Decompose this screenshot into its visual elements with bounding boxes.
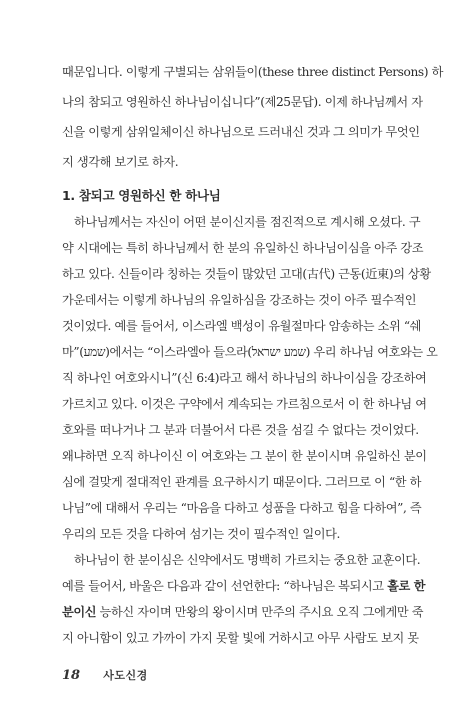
text-line: 가운데서는 이렇게 하나님의 유일하심을 강조하는 것이 아주 필수적인	[62, 293, 417, 307]
text-line: 심에 걸맞게 절대적인 관계를 요구하시기 때문이다. 그러므로 이 “한 하	[62, 475, 422, 489]
text-line: 나의 참되고 영원하신 하나님이십니다”(제25문답). 이제 하나님께서 자	[62, 95, 423, 109]
text-line: 지 아니함이 있고 가까이 가지 못할 빛에 거하시고 아무 사람도 보지 못	[62, 631, 419, 645]
text-line: 하나님이 한 분이심은 신약에서도 명백히 가르치는 중요한 교훈이다.	[74, 553, 421, 567]
section-heading: 1. 참되고 영원하신 한 하나님	[62, 188, 221, 203]
text-line: 예를 들어서, 바울은 다음과 같이 선언한다: “하나님은 복되시고 홀로 한	[62, 579, 426, 593]
text-line: 하고 있다. 신들이라 칭하는 것들이 많았던 고대(古代) 근동(近東)의 상황	[62, 267, 431, 281]
bold-text: 홀로 한	[387, 579, 426, 593]
text-line: 마”(שמע)에서는 “이스라엘아 들으라(שמע ישראל) 우리 하나님 여호와는 오	[62, 345, 438, 359]
text-line: 우리의 모든 것을 다하여 섬기는 것이 필수적인 일이다.	[62, 527, 341, 541]
text-line: 분이신 능하신 자이며 만왕의 왕이시며 만주의 주시요 오직 그에게만 죽	[62, 605, 424, 619]
running-title: 사도신경	[103, 669, 148, 682]
text-line: 직 하나인 여호와시니”(신 6:4)라고 해서 하나님의 하나이심을 강조하여	[62, 371, 427, 385]
bold-text: 분이신	[62, 605, 97, 619]
text-line: 나님”에 대해서 우리는 “마음을 다하고 성품을 다하고 힘을 다하여”, 즉	[62, 501, 422, 515]
text-line: 것이었다. 예를 들어서, 이스라엘 백성이 유월절마다 암송하는 소위 “쉐	[62, 319, 422, 333]
text-line: 약 시대에는 특히 하나님께서 한 분의 유일하신 하나님이심을 아주 강조	[62, 241, 424, 255]
text-line: 가르치고 있다. 이것은 구약에서 계속되는 가르침으로서 이 한 하나님 여	[62, 397, 427, 411]
text-line: 하나님께서는 자신이 어떤 분이신지를 점진적으로 계시해 오셨다. 구	[74, 215, 421, 229]
page-number: 18	[62, 668, 81, 683]
text-line: 왜냐하면 오직 하나이신 이 여호와는 그 분이 한 분이시며 유일하신 분이	[62, 449, 427, 463]
text-line: 호와를 떠나거나 그 분과 더불어서 다른 것을 섬길 수 없다는 것이었다.	[62, 423, 419, 437]
text-line: 신을 이렇게 삼위일체이신 하나님으로 드러내신 것과 그 의미가 무엇인	[62, 125, 420, 139]
text-line: 지 생각해 보기로 하자.	[62, 155, 179, 169]
text-line: 때문입니다. 이렇게 구별되는 삼위들이(these three distinct Persons) 하	[62, 65, 443, 79]
page-footer	[62, 664, 148, 683]
